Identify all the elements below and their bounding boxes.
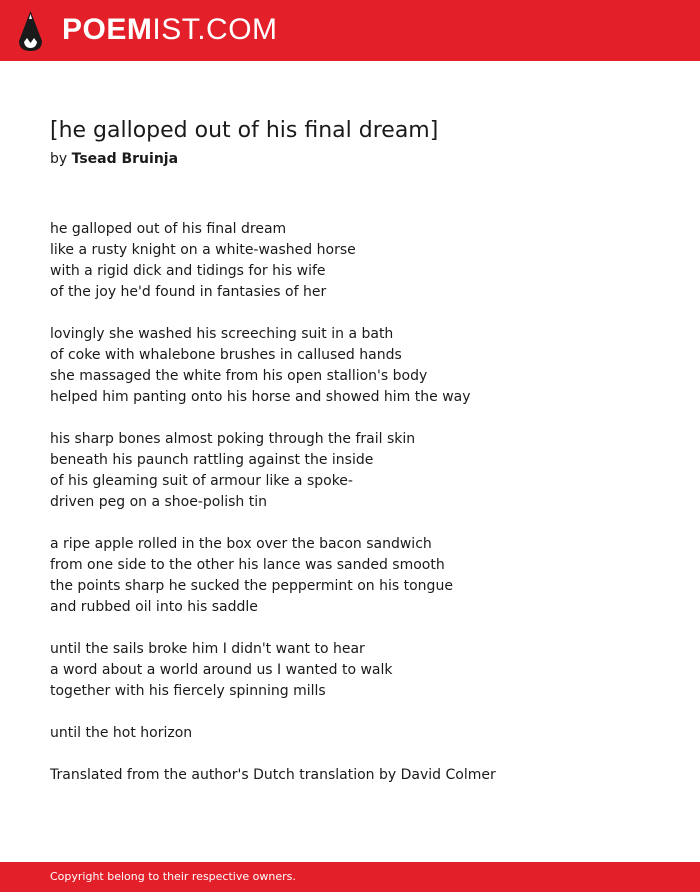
- site-footer: [0, 862, 700, 892]
- poem-line: of coke with whalebone brushes in callused hands: [50, 347, 402, 363]
- poem-line: beneath his paunch rattling against the inside: [50, 452, 374, 468]
- poem-line: helped him panting onto his horse and showed him the way: [50, 389, 471, 405]
- site-header: [0, 0, 700, 61]
- stanza: [50, 639, 670, 702]
- poem-line: and rubbed oil into his saddle: [50, 599, 258, 615]
- poem-line: driven peg on a shoe-polish tin: [50, 494, 268, 510]
- pencil-tip-icon[interactable]: [19, 11, 42, 51]
- poem-line: from one side to the other his lance was sanded smooth: [50, 557, 445, 573]
- stanza: [50, 219, 670, 303]
- poem-line: together with his fiercely spinning mills: [50, 683, 326, 699]
- by-label: by: [50, 151, 68, 167]
- site-logo-text[interactable]: [62, 12, 278, 48]
- poem-line: a word about a world around us I wanted to walk: [50, 662, 393, 678]
- poem-line: until the sails broke him I didn't want to hear: [50, 641, 365, 657]
- poem-line: he galloped out of his final dream: [50, 221, 287, 237]
- stanza: [50, 324, 670, 408]
- brand-light: IST.COM: [152, 13, 278, 46]
- poem-line: like a rusty knight on a white-washed horse: [50, 242, 356, 258]
- poem-line: of his gleaming suit of armour like a spoke-: [50, 473, 353, 489]
- poem-line: she massaged the white from his open stallion's body: [50, 368, 428, 384]
- poem-line: of the joy he'd found in fantasies of her: [50, 284, 327, 300]
- poem-line: the points sharp he sucked the peppermint on his tongue: [50, 578, 453, 594]
- author-name: Tsead Bruinja: [71, 151, 179, 167]
- stanza: [50, 534, 670, 618]
- translation-note: Translated from the author's Dutch translation by David Colmer: [50, 767, 496, 783]
- stanza: [50, 429, 670, 513]
- byline: [50, 149, 178, 169]
- brand-bold: POEM: [62, 13, 153, 46]
- poem-line: with a rigid dick and tidings for his wife: [50, 263, 326, 279]
- poem-line: his sharp bones almost poking through the frail skin: [50, 431, 416, 447]
- copyright-text: Copyright belong to their respective owners.: [50, 870, 296, 883]
- poem-line: until the hot horizon: [50, 725, 193, 741]
- poem-body: [50, 219, 670, 786]
- stanza: [50, 723, 670, 744]
- poem-line: a ripe apple rolled in the box over the bacon sandwich: [50, 536, 432, 552]
- poem-title: [he galloped out of his final dream]: [50, 118, 439, 143]
- poem-line: lovingly she washed his screeching suit in a bath: [50, 326, 394, 342]
